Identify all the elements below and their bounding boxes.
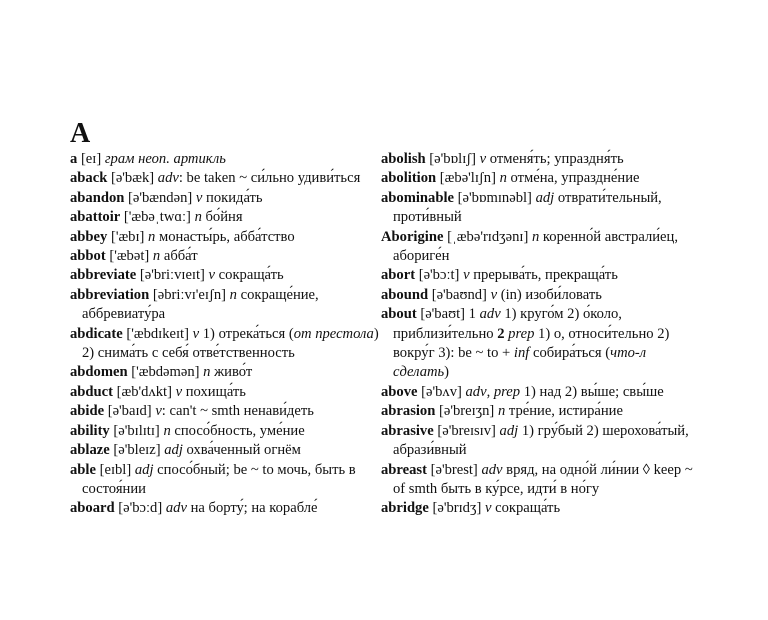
dictionary-entry: abolition [æbə'lɪʃn] n отме́на, упраздне́ние: [381, 170, 640, 187]
dictionary-entry: abreast [ə'brest] adv вряд, на одно́й ли́нии ◊ keep ~ of smth быть в ку́рсе, идти́ в но́гу: [381, 461, 693, 497]
headword: above: [381, 383, 418, 400]
headword: abound: [381, 286, 429, 303]
dictionary-entry: aback [ə'bæk] adv: be taken ~ си́льно удиви́ться: [70, 170, 361, 187]
headword: abort: [381, 267, 416, 284]
dictionary-entry: ability [ə'bɪlɪtɪ] n спосо́бность, уме́ние: [70, 422, 305, 439]
dictionary-entry: abrasive [ə'breɪsɪv] adj 1) гру́бый 2) шерохова́тый, абрази́вный: [381, 422, 689, 459]
dictionary-entry: abolish [ə'bɒlɪʃ] v отменя́ть; упраздня́ть: [381, 151, 624, 167]
headword: abrasive: [381, 422, 434, 439]
headword: abdicate: [70, 325, 123, 342]
dictionary-entry: abdomen ['æbdəmən] n живо́т: [70, 364, 253, 381]
dictionary-entry-about: about [ə'baʊt] 1 adv 1) круго́м 2) о́коло, приблизи́тельно 2 prep 1) о, относи́тельно 2) вокру́г 3): be ~ to + inf собира́ться (что-л сделать): [381, 306, 670, 381]
headword: abandon: [70, 189, 125, 206]
dictionary-entry: abbreviate [ə'briːvɪeɪt] v сокраща́ть: [70, 267, 284, 284]
dictionary-entry: abdicate ['æbdɪkeɪt] v 1) отрека́ться (от престола) 2) снима́ть с себя́ отве́тственность: [70, 325, 379, 362]
headword: ablaze: [70, 442, 110, 459]
headword: a: [70, 151, 78, 167]
headword: abolition: [381, 170, 437, 187]
dictionary-entry: abrasion [ə'breɪʒn] n тре́ние, истира́ние: [381, 403, 623, 420]
headword: abreast: [381, 461, 427, 478]
headword: able: [70, 461, 96, 478]
dictionary-entry: abbey ['æbɪ] n монасты́рь, абба́тство: [70, 228, 295, 245]
headword: abbreviate: [70, 267, 137, 284]
dictionary-entry: abduct [æb'dʌkt] v похища́ть: [70, 383, 246, 400]
dictionary-entry: abbot ['æbət] n абба́т: [70, 248, 198, 265]
dictionary-entry: abominable [ə'bɒmɪnəbl] adj отврати́тельный, проти́вный: [381, 189, 662, 226]
section-letter: A: [70, 118, 91, 149]
headword: abdomen: [70, 364, 128, 381]
dictionary-entry: aboard [ə'bɔːd] adv на борту́; на корабле́: [70, 500, 318, 517]
headword: abattoir: [70, 209, 121, 226]
dictionary-entry: abbreviation [əbriːvɪ'eɪʃn] n сокраще́ние, аббревиату́ра: [70, 286, 319, 323]
headword: abominable: [381, 189, 454, 206]
left-column: [70, 150, 388, 519]
headword: abrasion: [381, 403, 436, 420]
dictionary-entry: ablaze [ə'bleɪz] adj охва́ченный огнём: [70, 442, 301, 459]
dictionary-entry: abridge [ə'brɪdʒ] v сокраща́ть: [381, 500, 561, 517]
dictionary-entry: above [ə'bʌv] adv, prep 1) над 2) вы́ше; свы́ше: [381, 383, 664, 400]
headword: about: [381, 306, 417, 323]
headword: aback: [70, 170, 108, 187]
dictionary-entry: abound [ə'baʊnd] v (in) изоби́ловать: [381, 286, 602, 303]
headword: abridge: [381, 500, 429, 517]
dictionary-entry: abandon [ə'bændən] v покида́ть: [70, 189, 263, 206]
dictionary-entry: abort [ə'bɔːt] v прерыва́ть, прекраща́ть: [381, 267, 618, 284]
headword: abbey: [70, 228, 108, 245]
dictionary-entry: abattoir ['æbəˌtwɑː] n бо́йня: [70, 209, 243, 226]
headword: aboard: [70, 500, 115, 517]
dictionary-entry: a [eɪ] грам неоп. артикль: [70, 151, 226, 167]
headword: Aborigine: [381, 228, 444, 245]
headword: abbreviation: [70, 286, 150, 303]
headword: abbot: [70, 248, 106, 265]
headword: ability: [70, 422, 110, 439]
dictionary-entry: Aborigine [ˌæbə'rɪdʒənɪ] n коренно́й австрали́ец, абориге́н: [381, 228, 678, 265]
right-column: [381, 150, 699, 519]
headword: abide: [70, 403, 105, 420]
dictionary-entry: abide [ə'baɪd] v: can't ~ smth ненави́деть: [70, 403, 314, 420]
dictionary-entry: able [eɪbl] adj спосо́бный; be ~ to мочь, быть в состоя́нии: [70, 461, 356, 497]
headword: abolish: [381, 151, 426, 167]
headword: abduct: [70, 383, 113, 400]
